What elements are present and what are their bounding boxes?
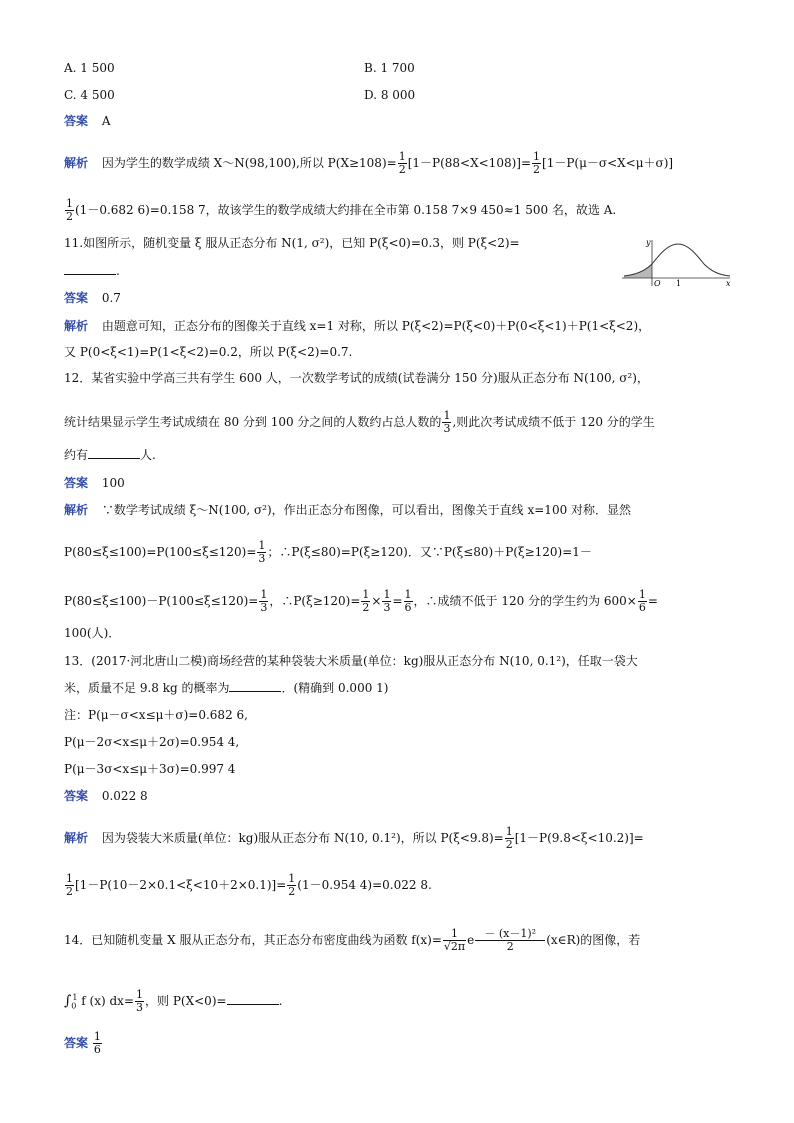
q12-analysis-4: 100(人)． [64,626,121,640]
q11-stem: 11.如图所示，随机变量 ξ 服从正态分布 N(1, σ²)，已知 P(ξ<0)=0.3，则 P(ξ<2)= [64,236,520,250]
text: ，∴成绩不低于 120 分的学生约为 600× [413,594,637,608]
q12-answer-row [64,475,125,491]
text: ．(精确到 0.000 1) [281,681,389,695]
q13-stem-2 [64,680,388,696]
text: 统计结果显示学生考试成绩在 80 分到 100 分之间的人数约占总人数的 [64,415,442,429]
text: ,则此次考试成绩不低于 120 分的学生 [452,415,655,429]
integral-lower: 0 [71,1001,77,1011]
den: 3 [136,1001,144,1014]
text: (1－0.682 6)=0.158 7，故该学生的数学成绩大约排在全市第 0.158 7×9 450≈1 500 名，故选 A. [75,203,617,217]
q12-stem-3 [64,447,156,463]
den: 2 [506,940,514,953]
fraction [65,873,74,898]
fraction [443,928,466,953]
q12-analysis-3 [64,589,658,614]
text: [1－P(10－2×0.1<ξ<10＋2×0.1)]= [75,878,287,892]
den: 3 [258,552,266,565]
num: 1 [260,588,268,601]
num: 1 [638,588,646,601]
text: [1－P(9.8<ξ<10.2)]= [514,831,644,845]
answer-blank [229,681,281,692]
q13-note-1: 注：P(μ－σ<x≤μ＋σ)=0.682 6, [64,708,248,722]
y-axis-label: y [646,238,651,247]
text: e [467,933,475,947]
answer-label: 答案 [64,789,89,803]
text: = [647,594,658,608]
bell-curve [624,244,730,276]
fraction [442,410,451,435]
num: 1 [258,539,266,552]
q14-answer-row [64,1031,103,1056]
q10-analysis-1 [64,151,673,176]
q12-analysis-1 [64,502,631,518]
num: 1 [93,1030,101,1043]
text: ∵数学考试成绩 ξ～N(100, σ²)，作出正态分布图像，可以看出，图像关于直线 x=100 对称．显然 [101,503,632,517]
integral-sign: ∫ [64,993,72,1009]
den: 2 [398,163,406,176]
text: ；∴P(ξ≤80)=P(ξ≥120)．又∵P(ξ≤80)＋P(ξ≥120)=1－ [267,545,592,559]
choice-d: D. 8 000 [364,88,416,102]
integral-upper: 1 [72,993,78,1002]
q14-stem-1 [64,928,640,953]
den: 3 [443,422,451,435]
q13-note-2: P(μ－2σ<x≤μ＋2σ)=0.954 4, [64,735,240,749]
text: P(80≤ξ≤100)－P(100≤ξ≤120)= [64,594,259,608]
fraction [287,873,296,898]
tick-label-1: 1 [676,279,682,288]
fraction [259,589,268,614]
analysis-label: 解析 [64,319,89,333]
fraction [532,151,541,176]
fraction [638,589,647,614]
num: 1 [66,197,73,210]
analysis-label: 解析 [64,503,89,517]
text: 因为学生的数学成绩 X～N(98,100),所以 P(X≥108)= [101,156,397,170]
fraction [404,589,413,614]
den: √2π [443,940,466,953]
text: . [116,264,120,278]
answer-label: 答案 [64,476,89,490]
text: [1－P(μ－σ<X<μ＋σ)] [542,156,674,170]
x-axis-label: x [726,279,731,288]
answer-blank [64,264,116,275]
text: 约有 [64,448,89,462]
text: f (x) dx= [77,994,135,1008]
num: 1 [136,988,144,1001]
q11-blank-row [64,263,120,279]
text: 由题意可知，正态分布的图像关于直线 x=1 对称，所以 P(ξ<2)=P(ξ<0)＋P(0<ξ<1)＋P(1<ξ<2)， [101,319,651,333]
num: 1 [362,588,370,601]
text: ，则 P(X<0)= [145,994,227,1008]
text: 人. [140,448,156,462]
num: 1 [443,928,466,941]
den: 2 [66,210,73,223]
fraction [382,589,391,614]
fraction [505,826,514,851]
q11-answer-row [64,290,121,306]
num: 1 [288,872,296,885]
den: 6 [404,601,412,614]
q14-answer [93,1031,102,1056]
den: 2 [533,163,541,176]
q10-answer: A [101,114,111,128]
text: × [371,594,382,608]
q13-answer-row [64,788,148,804]
origin-label: O [654,279,661,288]
q13-analysis-2 [64,873,432,898]
q13-analysis-1 [64,826,644,851]
den: 2 [505,838,513,851]
den: 6 [638,601,646,614]
q11-analysis-2: 又 P(0<ξ<1)=P(1<ξ<2)=0.2，所以 P(ξ<2)=0.7. [64,345,353,359]
text: P(80≤ξ≤100)=P(100≤ξ≤120)= [64,545,257,559]
text: [1－P(88<X<108)]= [407,156,532,170]
text: ，∴P(ξ≥120)= [269,594,361,608]
q13-note-3: P(μ－3σ<x≤μ＋3σ)=0.997 4 [64,762,236,776]
num: － (x－1)² [475,928,545,941]
num: 1 [66,872,73,885]
fraction [257,540,266,565]
num: 1 [505,825,513,838]
answer-blank [227,994,279,1005]
den: 2 [66,885,73,898]
q12-stem-2 [64,410,655,435]
answer-label: 答案 [64,291,89,305]
den: 6 [93,1043,101,1056]
num: 1 [383,588,391,601]
den: 2 [362,601,370,614]
choice-a: A. 1 500 [64,61,115,75]
q13-answer: 0.022 8 [101,789,148,803]
answer-label: 答案 [64,1036,89,1050]
q11-analysis-1 [64,318,650,334]
exponent-fraction [475,928,545,953]
q14-stem-2 [64,989,282,1014]
answer-blank [88,448,140,459]
den: 3 [260,601,268,614]
text: 米，质量不足 9.8 kg 的概率为 [64,681,230,695]
fraction [361,589,370,614]
text: = [392,594,403,608]
q12-stem-1: 12．某省实验中学高三共有学生 600 人，一次数学考试的成绩(试卷满分 150 分)服从正态分布 N(100, σ²)， [64,371,649,385]
text: (1－0.954 4)=0.022 8. [297,878,432,892]
num: 1 [398,150,406,163]
analysis-label: 解析 [64,156,89,170]
fraction [135,989,144,1014]
q10-analysis-2 [64,198,616,223]
q12-analysis-2 [64,540,592,565]
num: 1 [443,409,451,422]
den: 2 [288,885,296,898]
num: 1 [404,588,412,601]
q10-answer-row [64,113,111,129]
normal-curve-graph [622,236,734,288]
choice-c: C. 4 500 [64,88,115,102]
fraction [398,151,407,176]
q12-answer: 100 [101,476,125,490]
text: 因为袋装大米质量(单位：kg)服从正态分布 N(10, 0.1²)，所以 P(ξ<9.8)= [101,831,504,845]
text: (x∈R)的图像，若 [546,933,641,947]
analysis-label: 解析 [64,831,89,845]
q11-answer: 0.7 [101,291,121,305]
choice-b: B. 1 700 [364,61,415,75]
den: 3 [383,601,391,614]
answer-label: 答案 [64,114,89,128]
text: . [278,994,283,1008]
q13-stem-1: 13．(2017·河北唐山二模)商场经营的某种袋装大米质量(单位：kg)服从正态分布 N(10, 0.1²)，任取一袋大 [64,654,638,668]
fraction [65,198,74,223]
text: 14．已知随机变量 X 服从正态分布，其正态分布密度曲线为函数 f(x)= [64,933,442,947]
num: 1 [533,150,541,163]
